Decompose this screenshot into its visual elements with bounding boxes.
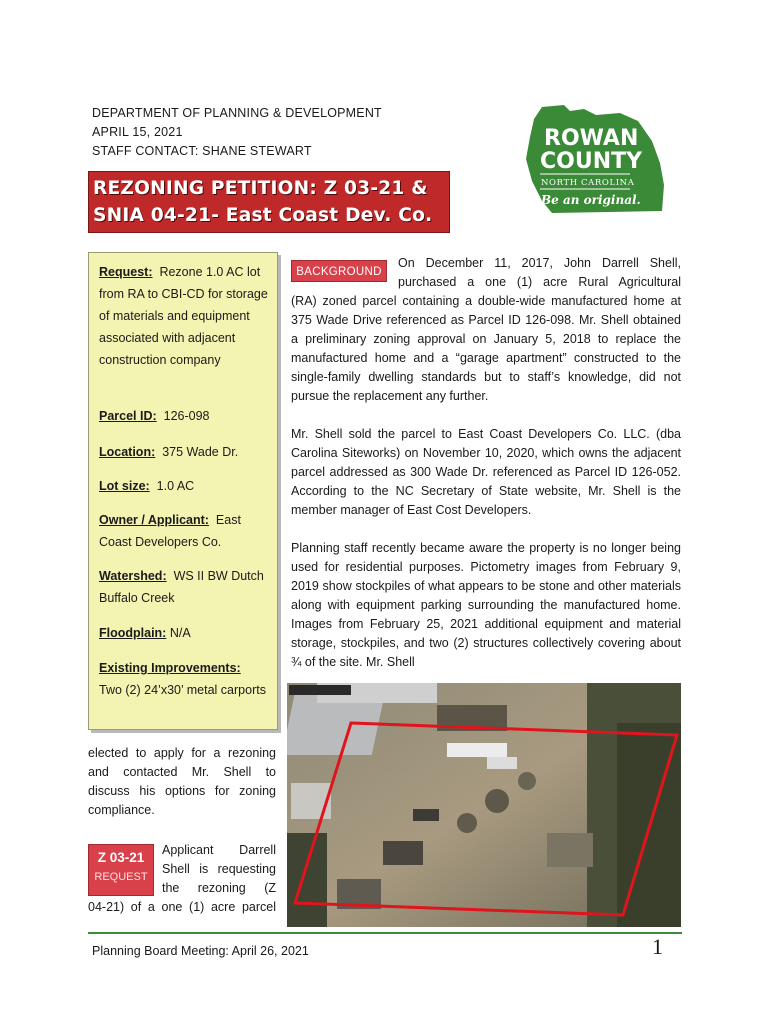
request-label: Request: (99, 265, 153, 279)
existing-improvements-label: Existing Improvements: (99, 661, 241, 675)
logo-state: NORTH CAROLINA (541, 178, 635, 188)
watershed-field (99, 565, 271, 609)
logo-word-county: COUNTY (540, 149, 643, 174)
petition-title-line-1: REZONING PETITION: Z 03-21 & (93, 178, 428, 199)
floodplain-label: Floodplain: (99, 626, 167, 640)
location-label: Location: (99, 445, 156, 459)
existing-improvements-value: Two (2) 24’x30’ metal carports (99, 683, 266, 697)
floodplain-value: N/A (169, 626, 191, 640)
background-badge: BACKGROUND (291, 260, 387, 282)
background-paragraph-1: (RA) zoned parcel containing a double-wide manufactured home at 375 Wade Drive referenced as Parcel ID 126-098. Mr. Shell obtained a preliminary zoning approval on January 5, 2018 to replace the manufactured home and a “garage apartment” constructed to the single-family dwelling standards but to staff’s knowledge, did not pursue the replacement any further. (291, 294, 681, 403)
background-second-line: purchased a one (1) acre Rural Agricultural (398, 275, 681, 289)
logo-word-rowan: ROWAN (544, 126, 639, 151)
petition-title-line-2: SNIA 04-21- East Coast Dev. Co. (93, 205, 433, 226)
aerial-site-photo (287, 683, 681, 927)
parcel-id-label: Parcel ID: (99, 409, 157, 423)
existing-improvements-field (99, 657, 271, 701)
footer-rule (88, 932, 682, 934)
rowan-county-logo (522, 101, 668, 215)
left-continuation-paragraph: elected to apply for a rezoning and contacted Mr. Shell to discuss his options for zoning compliance. (88, 746, 276, 817)
request-text-line-4: 04-21) of a one (1) acre parcel (88, 900, 276, 914)
request-text-line-3: the rezoning (Z (162, 881, 276, 895)
location-field (99, 441, 271, 463)
lot-size-field (99, 475, 271, 497)
watershed-value: WS II BW Dutch Buffalo Creek (99, 569, 264, 605)
report-date: APRIL 15, 2021 (92, 125, 183, 139)
document-header (92, 104, 382, 161)
lot-size-value: 1.0 AC (156, 479, 195, 493)
petition-title-banner (88, 171, 450, 233)
logo-tagline: Be an original. (541, 193, 641, 207)
page-number: 1 (652, 934, 663, 959)
department-name: DEPARTMENT OF PLANNING & DEVELOPMENT (92, 106, 382, 120)
location-value: 375 Wade Dr. (162, 445, 239, 459)
owner-applicant-field (99, 509, 271, 553)
request-text: Rezone 1.0 AC lot from RA to CBI-CD for storage of materials and equipment associated with adjacent construction company (99, 265, 268, 367)
background-paragraph-3: Planning staff recently became aware the property is no longer being used for residential purposes. Pictometry images from February 9, 2019 show stockpiles of what appears to be stone and other materials along with equipment parking surrounding the manufactured home. Images from February 25, 2021 additional equipment and material storage, stockpiles, and two (2) structures collectively covering about ¾ of the site. Mr. Shell (291, 541, 681, 669)
watershed-label: Watershed: (99, 569, 167, 583)
parcel-id-value: 126-098 (163, 409, 210, 423)
request-summary (99, 261, 271, 371)
request-badge-label: REQUEST (94, 871, 148, 883)
request-text-line-1: Applicant Darrell (162, 843, 276, 857)
request-badge (88, 844, 154, 896)
background-paragraph-2: Mr. Shell sold the parcel to East Coast Developers Co. LLC. (dba Carolina Siteworks) on November 10, 2020, which owns the adjacent parcel addressed as 300 Wade Dr. referenced as Parcel ID 126-052. According to the NC Secretary of State website, Mr. Shell is the member manager of East Cost Developers. (291, 427, 681, 517)
footer-meeting-date: Planning Board Meeting: April 26, 2021 (92, 944, 309, 958)
request-text-line-2: Shell is requesting (162, 862, 276, 876)
parcel-id-field (99, 405, 271, 427)
county-shape-icon (522, 101, 668, 215)
floodplain-field (99, 622, 271, 644)
case-summary-sidebar (88, 252, 278, 730)
staff-contact: STAFF CONTACT: SHANE STEWART (92, 144, 312, 158)
request-badge-case: Z 03-21 (97, 850, 145, 865)
owner-applicant-value: East Coast Developers Co. (99, 513, 241, 549)
lot-size-label: Lot size: (99, 479, 150, 493)
background-first-line: On December 11, 2017, John Darrell Shell, (398, 256, 681, 270)
owner-applicant-label: Owner / Applicant: (99, 513, 209, 527)
